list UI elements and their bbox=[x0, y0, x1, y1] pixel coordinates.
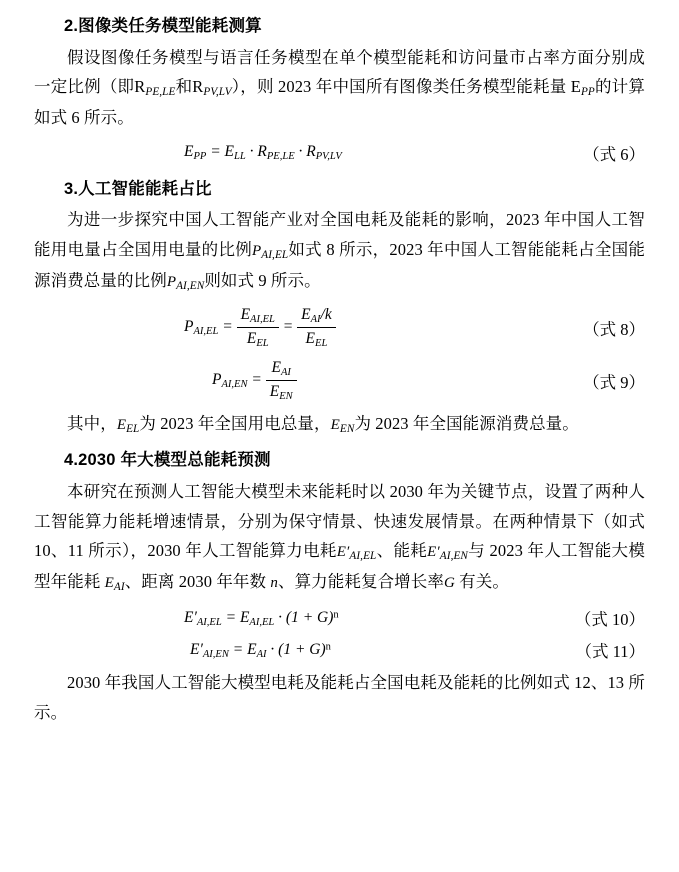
formula-row-11 bbox=[34, 638, 645, 662]
text-run: 则如式 9 所示。 bbox=[204, 270, 321, 290]
subscript: AI,EN bbox=[202, 648, 229, 660]
text-run: 为进一步探究中国人工智能产业对全国电耗及能耗的影响，2023 年中国人工智能用电量占全国用电量的比例 bbox=[34, 210, 645, 259]
formula-token: = E bbox=[228, 640, 257, 658]
variable: P bbox=[166, 273, 177, 290]
formula-row-10 bbox=[34, 606, 645, 630]
variable: E′ bbox=[427, 543, 440, 560]
paragraph-2-1 bbox=[34, 43, 645, 133]
text-run: 本研究在预测人工智能大模型未来能耗时以 2030 年为关键节点，设置了两种人工智能算力能耗增速情景，分别为保守情景、快速发展情景。在两种情景下（如式 10、11 所示），2030 年人工智能算力电耗 bbox=[34, 482, 645, 560]
fraction-denominator bbox=[297, 328, 336, 350]
subscript: LL bbox=[234, 151, 246, 163]
formula-10 bbox=[184, 609, 549, 628]
subscript: AI bbox=[310, 313, 321, 325]
section-heading-2: 2.图像类任务模型能耗测算 bbox=[64, 17, 262, 35]
text-run: 为 2023 年全国用电总量， bbox=[139, 414, 331, 434]
text-run: 假设图像任务模型与语言任务模型在单个模型能耗和访问量市占率方面分别成一定比例（即R bbox=[34, 47, 645, 97]
formula-token: = E bbox=[206, 143, 235, 161]
formula-token: = E bbox=[221, 608, 250, 626]
formula-number-6: （式 6） bbox=[583, 144, 645, 164]
formula-token: E bbox=[246, 330, 257, 348]
formula-token: = bbox=[278, 318, 298, 336]
formula-row-6 bbox=[34, 141, 645, 165]
subscript: AI,EN bbox=[221, 379, 248, 391]
subscript: PV,LV bbox=[315, 151, 342, 163]
formula-token: P bbox=[212, 371, 222, 389]
fraction-denominator bbox=[266, 381, 297, 403]
formula-token: = bbox=[247, 371, 266, 389]
formula-token: E bbox=[240, 305, 251, 323]
paragraph-3-1 bbox=[34, 205, 645, 297]
text-run: 的计算如式 6 所示。 bbox=[34, 77, 645, 128]
section-heading-4: 4.2030 年大模型总能耗预测 bbox=[64, 451, 271, 470]
subscript: AI,EL bbox=[196, 616, 222, 628]
subscript: AI bbox=[256, 648, 267, 660]
variable: E bbox=[330, 417, 340, 434]
formula-token: E bbox=[301, 305, 311, 323]
fraction-numerator bbox=[266, 358, 297, 381]
formula-number-8: （式 8） bbox=[583, 319, 645, 339]
text-run: 为 2023 年全国能源消费总量。 bbox=[354, 414, 579, 434]
text-run: 有关。 bbox=[454, 572, 509, 592]
superscript: n bbox=[325, 640, 331, 652]
subscript: PV,LV bbox=[203, 86, 232, 99]
formula-row-8 bbox=[34, 305, 645, 350]
subscript: EN bbox=[279, 391, 293, 403]
subscript: AI,EL bbox=[349, 550, 377, 563]
text-run: ），则 2023 年中国所有图像类任务模型能耗量 E bbox=[231, 77, 581, 97]
variable: E bbox=[116, 417, 127, 434]
fraction bbox=[266, 358, 297, 403]
text-run: 、距离 2030 年年数 bbox=[124, 572, 271, 592]
subscript: AI,EL bbox=[261, 248, 289, 261]
variable: E bbox=[104, 575, 114, 592]
subscript: PE,LE bbox=[145, 86, 176, 99]
fraction-numerator bbox=[237, 305, 279, 328]
formula-token: · R bbox=[294, 143, 316, 161]
formula-token: · R bbox=[245, 143, 267, 161]
subscript: AI,EL bbox=[249, 616, 275, 628]
formula-token: E bbox=[271, 359, 281, 377]
paragraph-3-2 bbox=[34, 409, 645, 440]
formula-token: P bbox=[184, 318, 194, 336]
formula-8 bbox=[184, 305, 549, 350]
section-heading-3: 3.人工智能能耗占比 bbox=[64, 179, 212, 198]
formula-11 bbox=[184, 641, 549, 660]
formula-number-9: （式 9） bbox=[583, 372, 645, 392]
subscript: EL bbox=[315, 337, 328, 349]
formula-9 bbox=[184, 358, 549, 403]
formula-token: E′ bbox=[184, 608, 197, 626]
text-run: 和R bbox=[175, 77, 204, 97]
formula-token: · (1 + G) bbox=[266, 640, 326, 658]
variable: G bbox=[443, 575, 455, 592]
subscript: AI bbox=[280, 367, 291, 379]
superscript: n bbox=[333, 608, 339, 620]
subscript: EL bbox=[126, 423, 140, 436]
formula-number-10: （式 10） bbox=[574, 610, 645, 630]
formula-token: = bbox=[218, 318, 237, 336]
subscript: AI,EL bbox=[193, 326, 219, 338]
text-run: 如式 8 所示，2023 年中国人工智能能耗占全国能源消费总量的比例 bbox=[34, 239, 645, 290]
formula-token: E bbox=[184, 143, 194, 161]
subscript: PP bbox=[193, 151, 207, 163]
text-run: 、能耗 bbox=[376, 540, 428, 560]
text-run: 、算力能耗复合增长率 bbox=[277, 572, 444, 592]
subscript: AI,EN bbox=[176, 279, 205, 292]
formula-token: E bbox=[305, 330, 316, 348]
fraction-numerator bbox=[297, 305, 336, 328]
text-run: 与 2023 年人工智能大模型年能耗 bbox=[34, 540, 645, 592]
variable: P bbox=[251, 242, 262, 259]
fraction-denominator bbox=[237, 328, 279, 350]
subscript: AI,EN bbox=[439, 550, 469, 563]
subscript: PE,LE bbox=[266, 151, 295, 163]
subscript: AI,EL bbox=[250, 313, 275, 325]
subscript: PP bbox=[580, 86, 595, 99]
fraction bbox=[237, 305, 279, 350]
formula-row-9 bbox=[34, 358, 645, 403]
formula-token: E bbox=[269, 383, 280, 401]
formula-token: E′ bbox=[190, 640, 203, 658]
variable: n bbox=[270, 575, 278, 592]
formula-token: /k bbox=[320, 305, 332, 323]
variable: E′ bbox=[336, 543, 350, 560]
subscript: EL bbox=[256, 337, 269, 349]
paragraph-4-2: 2030 年我国人工智能大模型电耗及能耗占全国电耗及能耗的比例如式 12、13 所示。 bbox=[34, 673, 645, 722]
subscript: EN bbox=[339, 423, 355, 436]
fraction bbox=[297, 305, 336, 350]
formula-6 bbox=[184, 143, 549, 162]
text-run: 其中， bbox=[67, 414, 117, 434]
paragraph-4-1 bbox=[34, 477, 645, 598]
formula-token: · (1 + G) bbox=[274, 608, 334, 626]
subscript: AI bbox=[113, 581, 125, 594]
formula-number-11: （式 11） bbox=[575, 642, 645, 662]
